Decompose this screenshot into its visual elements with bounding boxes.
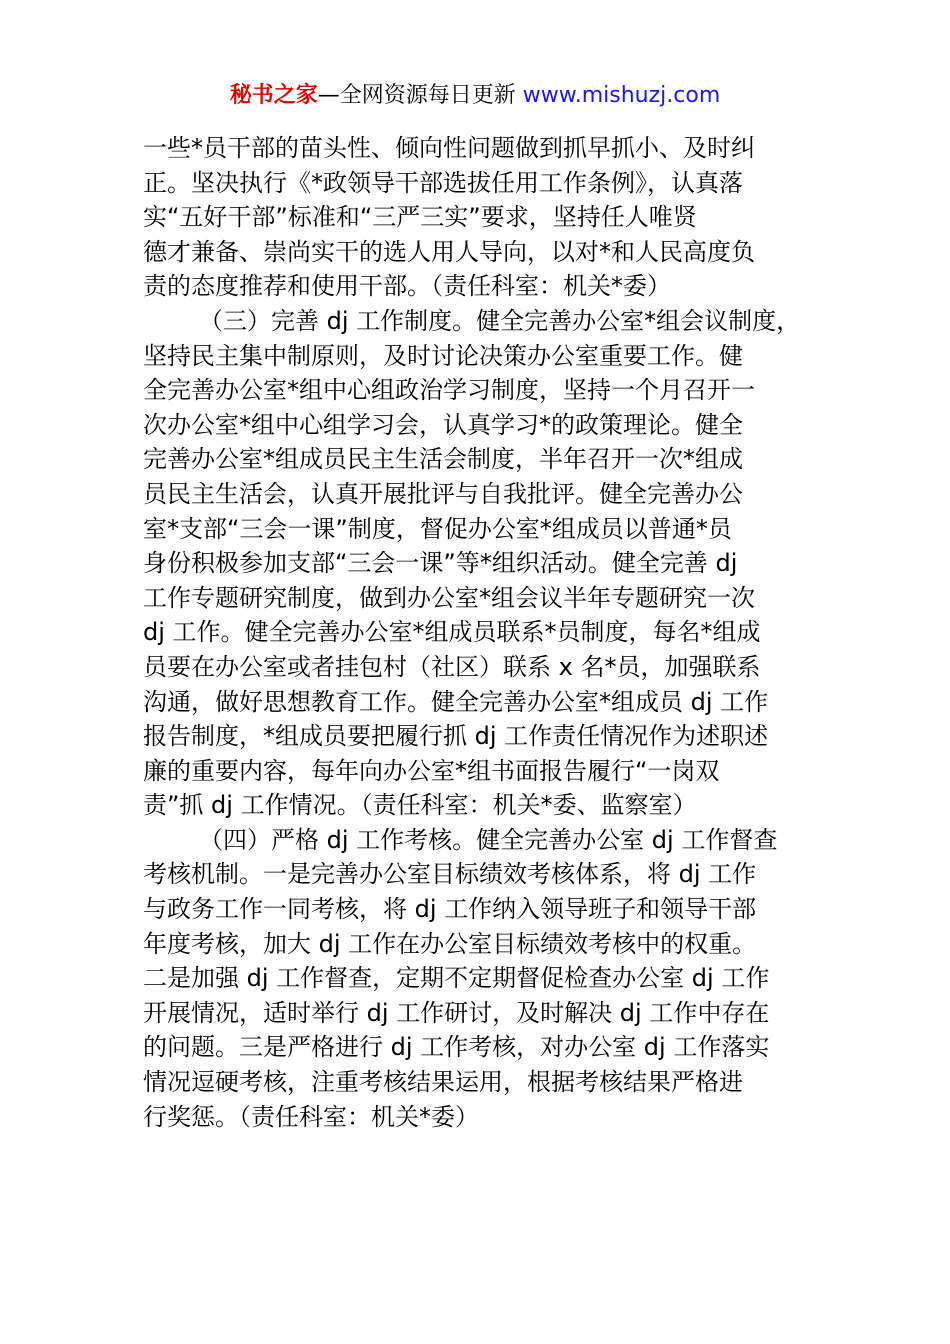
site-header <box>0 80 950 112</box>
text-line: 开展情况，适时举行 dj 工作研讨，及时解决 dj 工作中存在 <box>143 998 770 1027</box>
text-line: 责的态度推荐和使用干部。（责任科室：机关*委） <box>143 272 671 301</box>
text-line: 员民主生活会，认真开展批评与自我批评。健全完善办公 <box>143 479 743 508</box>
brand-name: 秘书之家 <box>229 83 318 108</box>
text-line: 沟通，做好思想教育工作。健全完善办公室*组成员 dj 工作 <box>143 687 769 716</box>
text-line: 责”抓 dj 工作情况。（责任科室：机关*委、监察室） <box>143 791 697 820</box>
text-line: 完善办公室*组成员民主生活会制度，半年召开一次*组成 <box>143 445 743 474</box>
text-line: 考核机制。一是完善办公室目标绩效考核体系，将 dj 工作 <box>143 860 757 889</box>
text-line: 二是加强 dj 工作督查，定期不定期督促检查办公室 dj 工作 <box>143 964 770 993</box>
text-line: 次办公室*组中心组学习会，认真学习*的政策理论。健全 <box>143 410 743 439</box>
text-line: 实“五好干部”标准和“三严三实”要求，坚持任人唯贤 <box>143 203 697 232</box>
section-heading-line: （四）严格 dj 工作考核。健全完善办公室 dj 工作督查 <box>199 825 778 854</box>
text-line: 年度考核，加大 dj 工作在办公室目标绩效考核中的权重。 <box>143 929 757 958</box>
text-line: 报告制度，*组成员要把履行抓 dj 工作责任情况作为述职述 <box>143 722 769 751</box>
site-url: www.mishuzj.com <box>522 83 721 108</box>
text-line: 全完善办公室*组中心组政治学习制度，坚持一个月召开一 <box>143 376 755 405</box>
document-body <box>143 131 823 1134</box>
text-line: 工作专题研究制度，做到办公室*组会议半年专题研究一次 <box>143 583 755 612</box>
text-line: 与政务工作一同考核，将 dj 工作纳入领导班子和领导干部 <box>143 895 757 924</box>
text-line: 室*支部“三会一课”制度，督促办公室*组成员以普通*员 <box>143 514 732 543</box>
text-line: 德才兼备、崇尚实干的选人用人导向，以对*和人民高度负 <box>143 237 755 266</box>
section-heading-line: （三）完善 dj 工作制度。健全完善办公室*组会议制度， <box>199 306 801 335</box>
text-line: 的问题。三是严格进行 dj 工作考核，对办公室 dj 工作落实 <box>143 1033 770 1062</box>
text-line: 情况逗硬考核，注重考核结果运用，根据考核结果严格进 <box>143 1068 743 1097</box>
text-line: 身份积极参加支部“三会一课”等*组织活动。健全完善 dj <box>143 549 738 578</box>
header-tagline: —全网资源每日更新 <box>317 83 516 108</box>
text-line: 廉的重要内容，每年向办公室*组书面报告履行“一岗双 <box>143 756 720 785</box>
text-line: 行奖惩。（责任科室：机关*委） <box>143 1102 479 1131</box>
text-line: 一些*员干部的苗头性、倾向性问题做到抓早抓小、及时纠 <box>143 134 755 162</box>
text-line: dj 工作。健全完善办公室*组成员联系*员制度，每名*组成 <box>143 618 761 647</box>
text-line: 正。坚决执行《*政领导干部选拔任用工作条例》，认真落 <box>143 168 743 197</box>
text-line: 员要在办公室或者挂包村（社区）联系 x 名*员，加强联系 <box>143 652 761 681</box>
text-line: 坚持民主集中制原则，及时讨论决策办公室重要工作。健 <box>143 341 743 370</box>
